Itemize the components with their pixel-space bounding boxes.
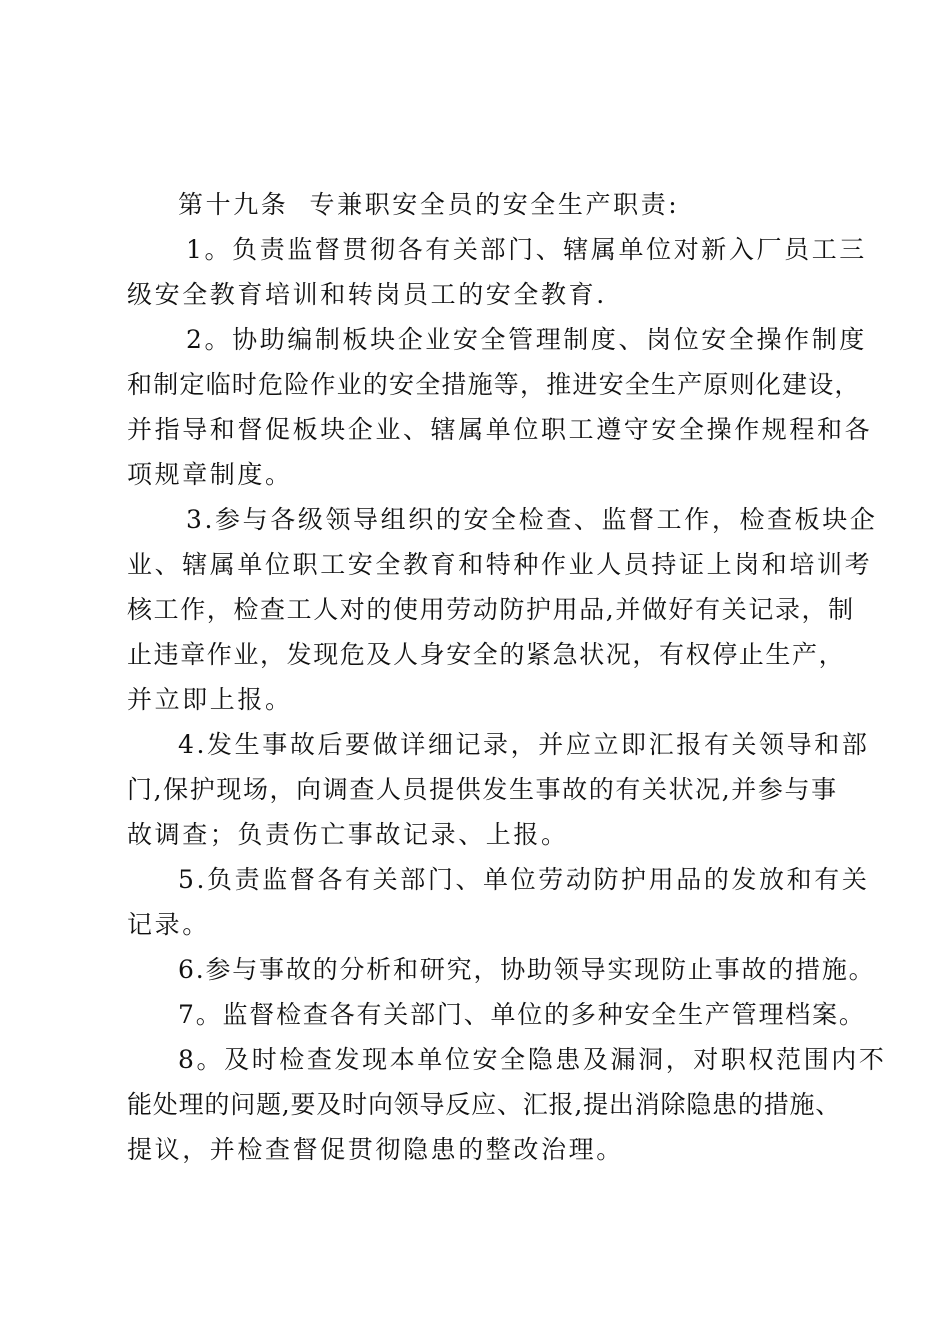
paragraph-line: 7。监督检查各有关部门、单位的多种安全生产管理档案。	[178, 1000, 866, 1029]
paragraph-line: 止违章作业，发现危及人身安全的紧急状况，有权停止生产，	[127, 640, 846, 669]
paragraph-line: 提议，并检查督促贯彻隐患的整改治理。	[127, 1135, 624, 1164]
paragraph-line: 6.参与事故的分析和研究，协助领导实现防止事故的措施。	[178, 955, 876, 984]
paragraph-line: 并立即上报。	[127, 685, 293, 714]
paragraph-line: 4.发生事故后要做详细记录，并应立即汇报有关领导和部	[178, 730, 870, 759]
paragraph-line: 并指导和督促板块企业、辖属单位职工遵守安全操作规程和各	[127, 415, 873, 444]
paragraph-line: 能处理的问题,要及时向领导反应、汇报,提出消除隐患的措施、	[127, 1090, 842, 1119]
paragraph-line: 项规章制度。	[127, 460, 293, 489]
paragraph-line: 门,保护现场，向调查人员提供发生事故的有关状况,并参与事	[127, 775, 838, 804]
paragraph-line: 业、辖属单位职工安全教育和特种作业人员持证上岗和培训考	[127, 550, 873, 579]
paragraph-line: 记录。	[127, 910, 210, 939]
paragraph-line: 核工作，检查工人对的使用劳动防护用品,并做好有关记录，制	[127, 595, 855, 624]
paragraph-line: 级安全教育培训和转岗员工的安全教育.	[127, 280, 607, 309]
paragraph-line: 和制定临时危险作业的安全措施等，推进安全生产原则化建设，	[127, 370, 861, 399]
paragraph-line: 3.参与各级领导组织的安全检查、监督工作，检查板块企	[186, 505, 878, 534]
article-heading: 第十九条 专兼职安全员的安全生产职责:	[178, 190, 680, 219]
paragraph-line: 2。协助编制板块企业安全管理制度、岗位安全操作制度	[186, 325, 867, 354]
paragraph-line: 故调查；负责伤亡事故记录、上报。	[127, 820, 569, 849]
paragraph-line: 5.负责监督各有关部门、单位劳动防护用品的发放和有关	[178, 865, 870, 894]
paragraph-line: 1。负责监督贯彻各有关部门、辖属单位对新入厂员工三	[186, 235, 867, 264]
paragraph-line: 8。及时检查发现本单位安全隐患及漏洞，对职权范围内不	[178, 1045, 887, 1074]
